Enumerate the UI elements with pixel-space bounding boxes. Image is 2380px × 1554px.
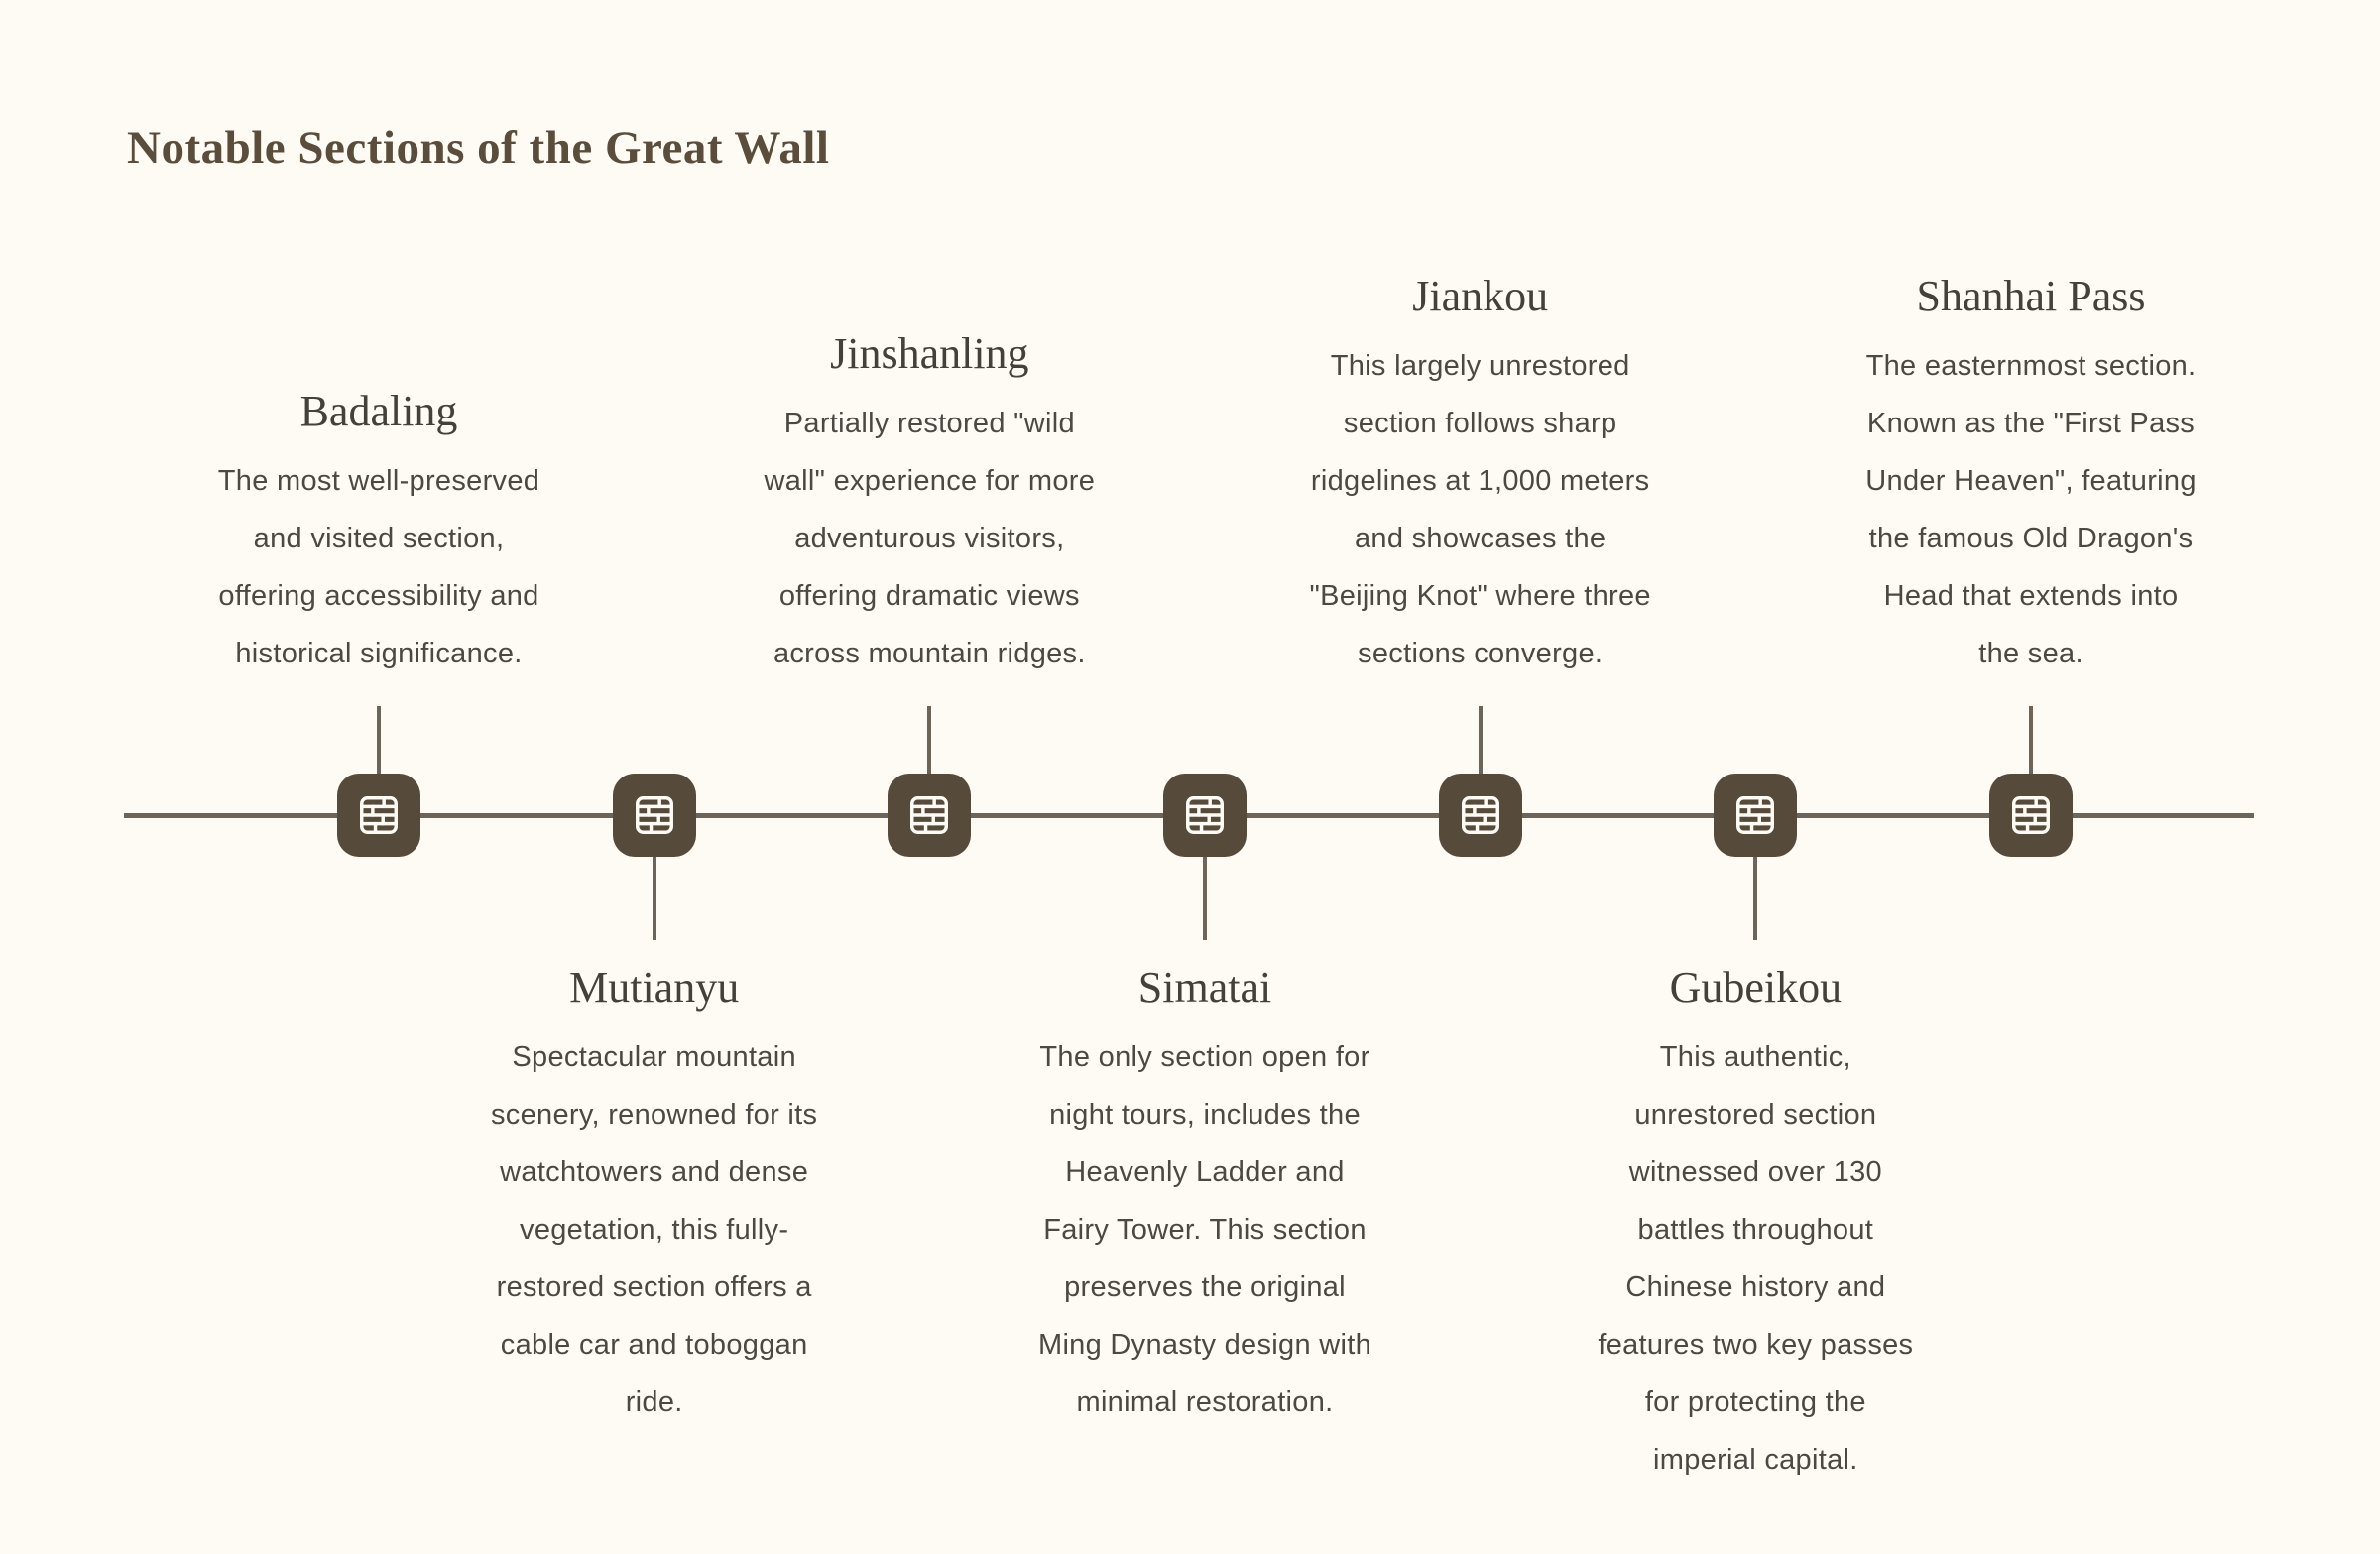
section-description-line: Partially restored "wild	[783, 408, 1075, 439]
section-description	[1243, 337, 1719, 682]
connector-stem	[377, 706, 381, 776]
connector-stem	[1479, 706, 1483, 776]
brick-wall-icon	[2008, 792, 2054, 838]
section-description	[416, 1028, 892, 1431]
section-description-line: witnessed over 130	[1628, 1156, 1882, 1188]
section-description-line: preserves the original	[1064, 1271, 1346, 1303]
timeline-node	[1163, 774, 1247, 857]
section-description-line: watchtowers and dense	[500, 1156, 809, 1188]
section-description-line: imperial capital.	[1653, 1444, 1858, 1476]
section-description	[691, 395, 1167, 682]
section-description-line: battles throughout	[1637, 1214, 1874, 1246]
section-description-line: scenery, renowned for its	[490, 1099, 818, 1131]
section-text-block	[691, 326, 1167, 682]
section-description-line: ridgelines at 1,000 meters	[1310, 465, 1650, 497]
timeline-node	[888, 774, 971, 857]
section-description-line: The easternmost section.	[1865, 350, 2197, 382]
section-description-line: and visited section,	[253, 523, 505, 554]
section-description	[141, 452, 617, 682]
section-description-line: "Beijing Knot" where three	[1309, 580, 1651, 612]
section-description	[967, 1028, 1443, 1431]
section-text-block	[1517, 960, 1993, 1489]
section-description-line: wall" experience for more	[764, 465, 1096, 497]
section-text-block	[141, 384, 617, 682]
brick-wall-icon	[1182, 792, 1228, 838]
section-name: Mutianyu	[569, 963, 740, 1012]
section-name: Simatai	[1137, 963, 1272, 1012]
section-description-line: sections converge.	[1358, 638, 1604, 669]
section-description-line: cable car and toboggan	[500, 1329, 808, 1361]
section-description	[1793, 337, 2269, 682]
brick-wall-icon	[1732, 792, 1778, 838]
section-name: Badaling	[299, 387, 458, 435]
section-description-line: Head that extends into	[1883, 580, 2179, 612]
section-text-block	[967, 960, 1443, 1431]
timeline-node	[1439, 774, 1522, 857]
section-description-line: features two key passes	[1598, 1329, 1914, 1361]
section-description-line: and showcases the	[1354, 523, 1606, 554]
section-description-line: section follows sharp	[1343, 408, 1617, 439]
section-text-block	[1243, 269, 1719, 682]
section-description-line: across mountain ridges.	[773, 638, 1086, 669]
section-description-line: Spectacular mountain	[512, 1041, 796, 1073]
section-description-line: The most well-preserved	[217, 465, 540, 497]
section-name: Shanhai Pass	[1916, 272, 2146, 320]
section-description-line: night tours, includes the	[1049, 1099, 1361, 1131]
page-title: Notable Sections of the Great Wall	[127, 122, 830, 174]
section-description-line: Known as the "First Pass	[1866, 408, 2196, 439]
brick-wall-icon	[906, 792, 952, 838]
section-name: Jiankou	[1412, 272, 1549, 320]
brick-wall-icon	[356, 792, 402, 838]
section-description-line: Under Heaven", featuring	[1865, 465, 2197, 497]
section-description-line: Chinese history and	[1625, 1271, 1886, 1303]
section-description-line: minimal restoration.	[1076, 1386, 1334, 1418]
connector-stem	[2029, 706, 2033, 776]
section-description-line: for protecting the	[1644, 1386, 1866, 1418]
brick-wall-icon	[632, 792, 677, 838]
connector-stem	[1753, 855, 1757, 940]
section-description-line: unrestored section	[1634, 1099, 1877, 1131]
section-description-line: adventurous visitors,	[794, 523, 1065, 554]
section-description-line: the sea.	[1978, 638, 2083, 669]
section-description-line: offering dramatic views	[778, 580, 1080, 612]
section-description-line: restored section offers a	[496, 1271, 812, 1303]
section-description-line: offering accessibility and	[218, 580, 539, 612]
section-description-line: Heavenly Ladder and	[1065, 1156, 1345, 1188]
section-text-block	[1793, 269, 2269, 682]
timeline-node	[337, 774, 420, 857]
timeline-node	[613, 774, 696, 857]
timeline-node	[1989, 774, 2073, 857]
connector-stem	[927, 706, 931, 776]
connector-stem	[653, 855, 656, 940]
connector-stem	[1203, 855, 1207, 940]
section-name: Gubeikou	[1669, 963, 1843, 1012]
section-name: Jinshanling	[830, 329, 1029, 378]
section-description-line: This authentic,	[1659, 1041, 1851, 1073]
section-description-line: vegetation, this fully-	[520, 1214, 789, 1246]
section-description-line: historical significance.	[235, 638, 523, 669]
brick-wall-icon	[1458, 792, 1503, 838]
section-description-line: Fairy Tower. This section	[1043, 1214, 1367, 1246]
timeline-node	[1714, 774, 1797, 857]
section-description	[1517, 1028, 1993, 1489]
section-description-line: the famous Old Dragon's	[1868, 523, 2194, 554]
section-text-block	[416, 960, 892, 1431]
section-description-line: Ming Dynasty design with	[1037, 1329, 1371, 1361]
section-description-line: This largely unrestored	[1330, 350, 1630, 382]
section-description-line: ride.	[625, 1386, 683, 1418]
section-description-line: The only section open for	[1039, 1041, 1370, 1073]
